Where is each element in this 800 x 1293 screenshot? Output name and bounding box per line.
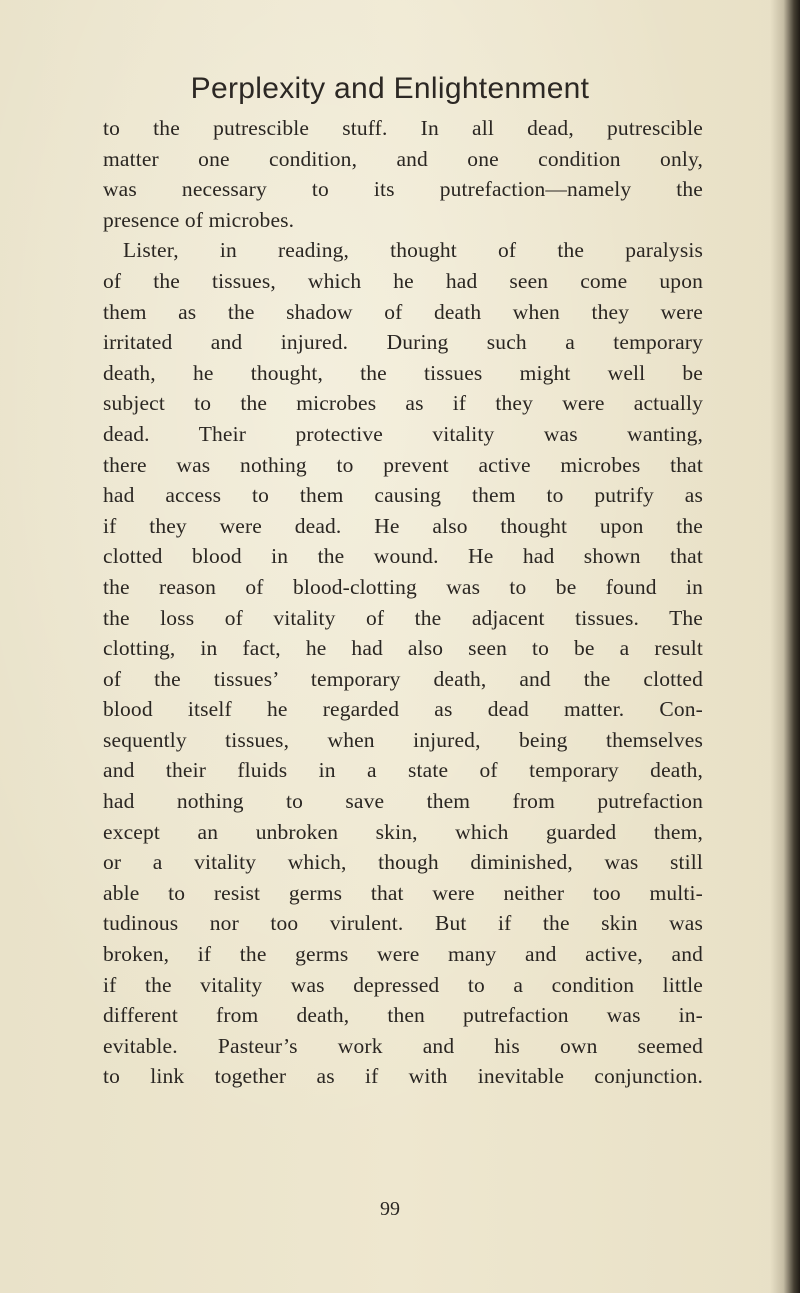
text-line: there was nothing to prevent active microbes that (103, 452, 703, 477)
body-text (103, 113, 703, 1092)
text-line: of the tissues, which he had seen come upon (103, 268, 703, 293)
text-line: Lister, in reading, thought of the paralysis (123, 238, 703, 263)
text-line: different from death, then putrefaction was in- (103, 1003, 703, 1028)
page-edge-shadow (770, 0, 800, 1293)
text-line: them as the shadow of death when they were (103, 299, 703, 324)
text-line: clotting, in fact, he had also seen to be a result (103, 636, 703, 661)
page-number: 99 (380, 1198, 400, 1220)
text-line: was necessary to its putrefaction—namely the (103, 177, 703, 202)
text-line: if the vitality was depressed to a condition little (103, 972, 703, 997)
text-line: dead. Their protective vitality was wanting, (103, 421, 703, 446)
text-line: had nothing to save them from putrefaction (103, 789, 703, 814)
text-line: blood itself he regarded as dead matter. Con- (103, 697, 703, 722)
text-line: death, he thought, the tissues might well be (103, 360, 703, 385)
text-line: broken, if the germs were many and active, and (103, 942, 703, 967)
text-line: if they were dead. He also thought upon the (103, 513, 703, 538)
text-line: sequently tissues, when injured, being themselves (103, 727, 703, 752)
text-line: the loss of vitality of the adjacent tissues. The (103, 605, 703, 630)
text-line: to link together as if with inevitable conjunction. (103, 1064, 703, 1089)
running-head: Perplexity and Enlightenment (190, 72, 590, 105)
text-line: subject to the microbes as if they were actually (103, 391, 703, 416)
text-line: matter one condition, and one condition only, (103, 146, 703, 171)
text-line: clotted blood in the wound. He had shown that (103, 544, 703, 569)
text-line: or a vitality which, though diminished, was still (103, 850, 703, 875)
text-line: able to resist germs that were neither too multi- (103, 880, 703, 905)
text-line: presence of microbes. (103, 207, 295, 232)
text-line: irritated and injured. During such a temporary (103, 330, 703, 355)
text-line: except an unbroken skin, which guarded them, (103, 819, 703, 844)
text-line: evitable. Pasteur’s work and his own seemed (103, 1033, 703, 1058)
text-line: tudinous nor too virulent. But if the skin was (103, 911, 703, 936)
text-line: had access to them causing them to putrify as (103, 483, 703, 508)
text-line: and their fluids in a state of temporary death, (103, 758, 703, 783)
text-line: the reason of blood-clotting was to be found in (103, 574, 703, 599)
text-line: to the putrescible stuff. In all dead, putrescible (103, 116, 703, 140)
text-line: of the tissues’ temporary death, and the clotted (103, 666, 703, 691)
